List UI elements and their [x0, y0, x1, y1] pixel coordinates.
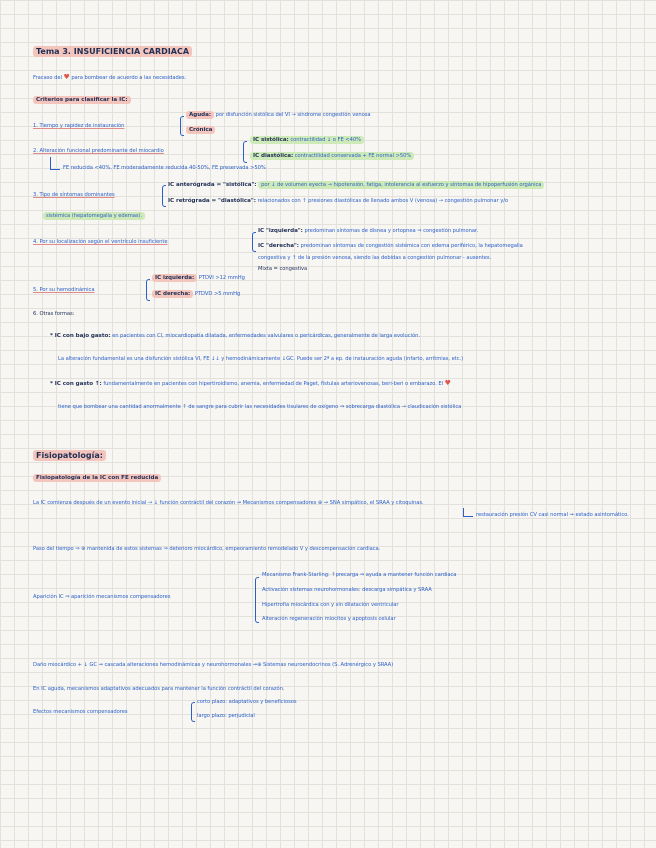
retrograda-line: IC retrógrada = "diastólica": relacionados con ↑ presiones diastólicas de llenado ambos V (venosa) → congestión pulmonar y/o: [168, 198, 509, 204]
heart-icon: ♥: [63, 73, 70, 81]
criterion-1: 1. Tiempo y rapidez de instauración: [33, 123, 125, 129]
corto-plazo: corto plazo: adaptativos y beneficiosos: [197, 699, 297, 705]
criterion-5: 5. Por su hemodinámica: [33, 287, 95, 293]
heart-icon: ♥: [444, 379, 451, 387]
connector: [50, 169, 60, 170]
aguda-line: En IC aguda, mecanismos adaptativos adecuados para mantener la función contráctil del corazón.: [33, 686, 285, 692]
largo-plazo: largo plazo: perjudicial: [197, 713, 255, 719]
derecha-line: IC "derecha": predominan síntomas de congestión sistémica con edema periférico, la hepatomegalia: [258, 243, 523, 249]
izquierda-line: IC "izquierda": predominan síntomas de disnea y ortopnea ⇒ congestión pulmonar.: [258, 228, 479, 234]
gasto-alto: * IC con gasto ↑: fundamentalmente en pacientes con hipertiroidismo, anemia, enfermedad de Paget, fístulas arteriovenosas, beri-beri o embarazo. El ♥: [50, 379, 451, 387]
diastolica-line: IC diastólica: contractilidad conservada + FE normal >50%: [250, 154, 414, 160]
brace: [191, 702, 195, 722]
criterion-2: 2. Alteración funcional predominante del miocardio: [33, 148, 164, 154]
aguda-line: Aguda: por disfunción sistólica del VI → síndrome congestión venosa: [186, 113, 371, 119]
criteria-heading: Criterios para clasificar la IC:: [33, 98, 131, 104]
aparicion: Aparición IC ⇒ aparición mecanismos compensadores: [33, 594, 171, 600]
connector: [50, 157, 51, 169]
topic-title: Tema 3. INSUFICIENCIA CARDIACA: [33, 48, 192, 56]
gasto-alto-cont: tiene que bombear una cantidad anormalmente ↑ de sangre para cubrir las necesidades tisulares de oxígeno ⇒ sobrecarga diastólica → claudicación sistólica: [58, 404, 462, 410]
efectos: Efectos mecanismos compensadores: [33, 709, 128, 715]
connector: [463, 516, 473, 517]
dano-line: Daño miocárdico + ↓ GC ⇝ cascada alteraciones hemodinámicas y neurohormonales ⇝⊕ Sistemas neuroendocrinos (S. Adrenérgico y SRAA): [33, 662, 394, 668]
derecha-cont: congestiva y ↑ de la presión venosa, siendo las debidas a congestión pulmonar - ausentes.: [258, 255, 492, 261]
fe-classification: FE reducida <40%, FE moderadamente reducida 40-50%, FE preservada >50%: [63, 165, 266, 171]
retrograda-cont: sistémica (hepatomegalia y edemas).: [43, 214, 145, 219]
fisio-line-3: Paso del tiempo ⇒ ⊕ mantenida de estos sistemas ⇒ deterioro miocárdico, empeoramiento remodelado V y descompensación cardiaca.: [33, 546, 381, 552]
mixta-note: Mixta = congestiva: [258, 266, 308, 272]
brace: [180, 116, 184, 136]
mecanismo-3: Hipertrofia miocárdica con y sin dilatación ventricular: [262, 602, 399, 608]
definition: Fracaso del ♥ para bombear de acuerdo a las necesidades.: [33, 73, 187, 81]
brace: [255, 577, 259, 623]
anterograda-line: IC anterógrada = "sistólica": por ↓ de volumen eyecta → hipotensión, fatiga, intolerancia al esfuerzo y síntomas de hipoperfusión orgánica: [168, 183, 544, 189]
criterion-6: 6. Otras formas:: [33, 311, 75, 317]
cronica-line: Crónica: [186, 128, 215, 134]
criterion-3: 3. Tipo de síntomas dominantes: [33, 192, 115, 198]
connector: [463, 508, 464, 516]
mecanismo-2: Activación sistemas neurohormonales: descarga simpática y SRAA: [262, 587, 432, 593]
fisio-line-1: La IC comienza después de un evento inicial → ↓ función contráctil del corazón ⇝ Mecanismos compensadores ⊕ ⇝ SNA simpático, el SRAA y citoquinas.: [33, 500, 424, 506]
criterion-4: 4. Por su localización según el ventrículo insuficiente: [33, 239, 168, 245]
section-title: Fisiopatología:: [33, 452, 106, 460]
hemo-izq: IC izquierda: PTDVI >12 mmHg: [152, 276, 245, 282]
brace: [162, 185, 166, 207]
section-subtitle: Fisiopatología de la IC con FE reducida: [33, 476, 161, 482]
brace: [243, 141, 247, 163]
mecanismo-4: Alteración regeneración miocitos y apoptosis celular: [262, 616, 396, 622]
fisio-line-2: restauración presión CV casi normal ⇝ estado asintomático.: [476, 512, 629, 518]
brace: [252, 232, 256, 252]
bajo-gasto: * IC con bajo gasto: en pacientes con CI, miocardiopatía dilatada, enfermedades valvulares o pericárdicas, generalmente de larga evolución.: [50, 333, 420, 339]
brace: [146, 279, 150, 301]
bajo-gasto-cont: La alteración fundamental es una disfunción sistólica VI, FE ↓↓ y hemodinámicamente ↓GC. Puede ser 2ª a ep. de instauración aguda (infarto, arritmias, etc.): [58, 356, 464, 362]
hemo-der: IC derecha: PTDVD >5 mmHg: [152, 292, 240, 298]
sistolica-line: IC sistólica: contractilidad ↓ o FE <40%: [250, 138, 364, 144]
mecanismo-1: Mecanismo Frank-Starling: ↑precarga ⇒ ayuda a mantener función cardiaca: [262, 572, 457, 578]
